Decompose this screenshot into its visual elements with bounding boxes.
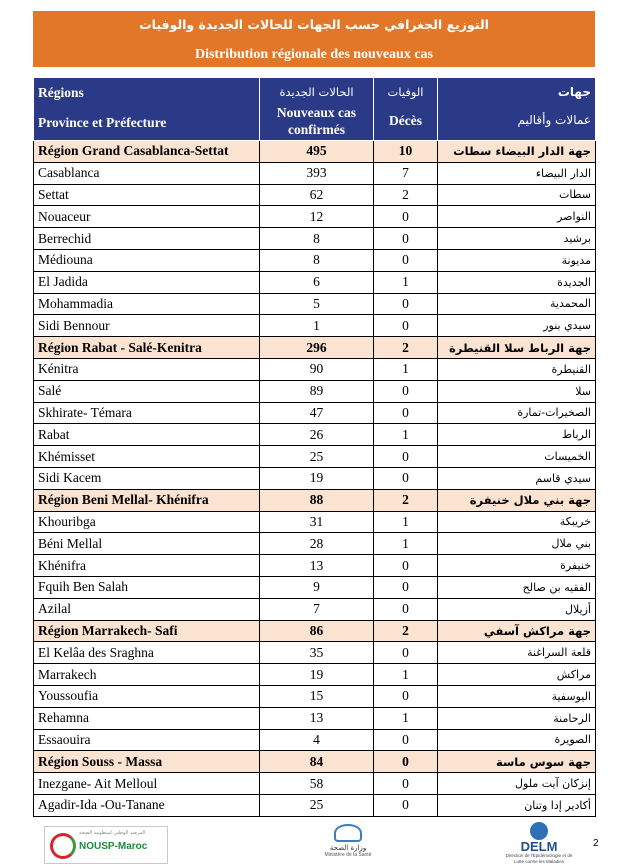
table-row [34, 794, 596, 816]
region-row [34, 751, 596, 773]
nousp-logo-name: NOUSP-Maroc [79, 841, 148, 852]
delm-logo-name: DELM [520, 839, 558, 854]
cell-name-ar: الصويرة [438, 729, 596, 751]
cases-table [33, 77, 596, 817]
header-regions [34, 78, 260, 141]
cell-name-ar: سيدي بنور [438, 315, 596, 337]
cell-name-ar: جهة الدار البيضاء سطات [438, 141, 596, 163]
cell-new-cases: 296 [260, 337, 374, 359]
header-deaths [374, 78, 438, 141]
cell-deaths: 0 [374, 293, 438, 315]
cell-name-ar: الخميسات [438, 446, 596, 468]
table-row [34, 511, 596, 533]
cell-new-cases: 8 [260, 249, 374, 271]
table-row [34, 729, 596, 751]
header-deaths-ar: الوفيات [387, 85, 424, 99]
table-row [34, 402, 596, 424]
cell-name-fr: Khémisset [34, 446, 260, 468]
cell-new-cases: 89 [260, 380, 374, 402]
cell-new-cases: 495 [260, 141, 374, 163]
cell-deaths: 2 [374, 337, 438, 359]
cell-name-fr: Sidi Kacem [34, 467, 260, 489]
ministry-logo-fr: Ministère de la Santé [324, 852, 372, 858]
cell-name-fr: Rehamna [34, 707, 260, 729]
cell-new-cases: 8 [260, 228, 374, 250]
cell-name-ar: أكادير إدا وتنان [438, 794, 596, 816]
cell-new-cases: 7 [260, 598, 374, 620]
cell-deaths: 0 [374, 555, 438, 577]
cell-new-cases: 47 [260, 402, 374, 424]
cell-new-cases: 9 [260, 576, 374, 598]
region-row [34, 337, 596, 359]
table-header-row [34, 78, 596, 141]
cell-name-ar: النواصر [438, 206, 596, 228]
cell-name-fr: Azilal [34, 598, 260, 620]
cell-name-fr: Fquih Ben Salah [34, 576, 260, 598]
cell-name-fr: Settat [34, 184, 260, 206]
cell-name-ar: اليوسفية [438, 685, 596, 707]
cell-new-cases: 12 [260, 206, 374, 228]
title-arabic: التوزيع الجغرافي حسب الجهات للحالات الجديدة والوفيات [139, 17, 489, 32]
cell-name-fr: Kénitra [34, 358, 260, 380]
cell-name-ar: سيدي قاسم [438, 467, 596, 489]
table-row [34, 685, 596, 707]
table-row [34, 358, 596, 380]
table-row [34, 424, 596, 446]
cell-name-ar: جهة الرباط سلا القنيطرة [438, 337, 596, 359]
cell-new-cases: 28 [260, 533, 374, 555]
cell-deaths: 0 [374, 773, 438, 795]
table-row [34, 293, 596, 315]
cell-name-fr: El Kelâa des Sraghna [34, 642, 260, 664]
cell-name-fr: Région Marrakech- Safi [34, 620, 260, 642]
table-body [34, 141, 596, 817]
table-row [34, 206, 596, 228]
cell-name-ar: مراكش [438, 664, 596, 686]
table-row [34, 555, 596, 577]
cell-name-ar: جهة مراكش آسفي [438, 620, 596, 642]
cell-name-ar: برشيد [438, 228, 596, 250]
cell-new-cases: 62 [260, 184, 374, 206]
cell-name-fr: Agadir-Ida -Ou-Tanane [34, 794, 260, 816]
header-new-cases [260, 78, 374, 141]
cell-name-fr: Région Grand Casablanca-Settat [34, 141, 260, 163]
cell-name-fr: Sidi Bennour [34, 315, 260, 337]
cell-deaths: 0 [374, 467, 438, 489]
cell-name-fr: Casablanca [34, 162, 260, 184]
cell-name-ar: بني ملال [438, 533, 596, 555]
cell-deaths: 0 [374, 206, 438, 228]
cell-deaths: 0 [374, 642, 438, 664]
cell-deaths: 0 [374, 402, 438, 424]
cell-name-fr: Nouaceur [34, 206, 260, 228]
cell-name-ar: إنزكان آيت ملول [438, 773, 596, 795]
cell-new-cases: 13 [260, 555, 374, 577]
cell-name-fr: Youssoufia [34, 685, 260, 707]
footer [0, 820, 629, 867]
table-row [34, 664, 596, 686]
cell-deaths: 1 [374, 707, 438, 729]
cell-name-ar: المحمدية [438, 293, 596, 315]
cell-new-cases: 6 [260, 271, 374, 293]
cell-new-cases: 393 [260, 162, 374, 184]
nousp-logo-subtitle: المرصد الوطني لمنظومة الصحة [79, 830, 146, 836]
cell-name-ar: سطات [438, 184, 596, 206]
cell-deaths: 10 [374, 141, 438, 163]
table-row [34, 773, 596, 795]
cell-name-fr: Région Rabat - Salé-Kenitra [34, 337, 260, 359]
page-number: 2 [593, 838, 599, 849]
cell-deaths: 2 [374, 620, 438, 642]
header-regions-line2: Province et Préfecture [38, 115, 167, 130]
cell-deaths: 0 [374, 685, 438, 707]
cell-name-fr: Salé [34, 380, 260, 402]
cell-deaths: 0 [374, 598, 438, 620]
cell-new-cases: 5 [260, 293, 374, 315]
header-regions-line1: Régions [38, 85, 84, 100]
cell-name-fr: Skhirate- Témara [34, 402, 260, 424]
header-new-cases-fr: Nouveaux cas confirmés [276, 105, 357, 137]
region-row [34, 141, 596, 163]
cell-name-fr: Khénifra [34, 555, 260, 577]
cell-name-ar: الصخيرات-تمارة [438, 402, 596, 424]
cell-name-ar: جهة بني ملال خنيفرة [438, 489, 596, 511]
cell-deaths: 1 [374, 533, 438, 555]
cell-new-cases: 15 [260, 685, 374, 707]
cell-name-ar: الجديدة [438, 271, 596, 293]
cell-name-ar: خنيفرة [438, 555, 596, 577]
table-row [34, 533, 596, 555]
cell-deaths: 7 [374, 162, 438, 184]
cell-new-cases: 26 [260, 424, 374, 446]
cell-deaths: 1 [374, 511, 438, 533]
ministry-logo-ar: وزارة الصحة [329, 844, 367, 852]
header-regions-ar [438, 78, 596, 141]
cell-new-cases: 88 [260, 489, 374, 511]
ministry-emblem-icon [334, 824, 362, 842]
table-row [34, 271, 596, 293]
cell-deaths: 0 [374, 228, 438, 250]
header-regions-ar-line2: عمالات وأقاليم [517, 113, 591, 127]
table-row [34, 467, 596, 489]
delm-logo-subtitle: Direction de l'Epidémiologie et de Lutte contre les Maladies [505, 853, 573, 864]
cell-deaths: 1 [374, 424, 438, 446]
cell-deaths: 0 [374, 794, 438, 816]
cell-new-cases: 19 [260, 467, 374, 489]
cell-new-cases: 35 [260, 642, 374, 664]
cell-name-ar: جهة سوس ماسة [438, 751, 596, 773]
cell-new-cases: 84 [260, 751, 374, 773]
cell-name-fr: Berrechid [34, 228, 260, 250]
cell-new-cases: 1 [260, 315, 374, 337]
cell-name-fr: Mohammadia [34, 293, 260, 315]
delm-logo [504, 822, 574, 866]
table-row [34, 380, 596, 402]
cell-name-fr: Essaouira [34, 729, 260, 751]
cell-name-ar: الرحامنة [438, 707, 596, 729]
cell-deaths: 1 [374, 358, 438, 380]
cell-new-cases: 31 [260, 511, 374, 533]
table-row [34, 249, 596, 271]
cell-deaths: 0 [374, 576, 438, 598]
cell-deaths: 2 [374, 489, 438, 511]
cell-deaths: 0 [374, 315, 438, 337]
header-new-cases-ar: الحالات الجديدة [279, 85, 354, 99]
table-row [34, 315, 596, 337]
table-row [34, 598, 596, 620]
region-row [34, 489, 596, 511]
cell-new-cases: 86 [260, 620, 374, 642]
cell-name-ar: مديونة [438, 249, 596, 271]
cell-new-cases: 13 [260, 707, 374, 729]
cell-deaths: 1 [374, 664, 438, 686]
cell-name-ar: الرباط [438, 424, 596, 446]
cell-new-cases: 4 [260, 729, 374, 751]
cell-name-ar: الفقيه بن صالح [438, 576, 596, 598]
region-row [34, 620, 596, 642]
nousp-ring-icon [50, 833, 76, 859]
cell-new-cases: 25 [260, 794, 374, 816]
table-row [34, 184, 596, 206]
header-regions-ar-line1: جهات [557, 85, 591, 99]
cell-name-fr: Région Souss - Massa [34, 751, 260, 773]
cell-name-fr: Médiouna [34, 249, 260, 271]
cell-deaths: 2 [374, 184, 438, 206]
cell-name-fr: Région Beni Mellal- Khénifra [34, 489, 260, 511]
nousp-logo [44, 826, 168, 864]
title-french: Distribution régionale des nouveaux cas [194, 47, 433, 62]
cell-new-cases: 25 [260, 446, 374, 468]
cell-deaths: 0 [374, 729, 438, 751]
header-deaths-fr: Décès [389, 113, 422, 128]
cell-name-ar: الدار البيضاء [438, 162, 596, 184]
cell-deaths: 0 [374, 446, 438, 468]
delm-globe-icon [530, 822, 548, 840]
ministry-logo [318, 824, 378, 864]
cell-name-fr: El Jadida [34, 271, 260, 293]
cell-new-cases: 19 [260, 664, 374, 686]
table-row [34, 707, 596, 729]
cell-name-fr: Khouribga [34, 511, 260, 533]
title-banner [33, 11, 595, 67]
table-row [34, 446, 596, 468]
cell-name-fr: Béni Mellal [34, 533, 260, 555]
table-row [34, 228, 596, 250]
table-row [34, 576, 596, 598]
cell-name-ar: قلعة السراغنة [438, 642, 596, 664]
cell-deaths: 0 [374, 249, 438, 271]
cell-new-cases: 58 [260, 773, 374, 795]
cell-deaths: 0 [374, 751, 438, 773]
table-row [34, 162, 596, 184]
cell-name-fr: Rabat [34, 424, 260, 446]
cell-name-ar: القنيطرة [438, 358, 596, 380]
cell-name-ar: خريبكة [438, 511, 596, 533]
cell-deaths: 0 [374, 380, 438, 402]
table-row [34, 642, 596, 664]
cell-name-ar: أزيلال [438, 598, 596, 620]
cell-new-cases: 90 [260, 358, 374, 380]
cell-name-fr: Inezgane- Ait Melloul [34, 773, 260, 795]
cell-deaths: 1 [374, 271, 438, 293]
cell-name-ar: سلا [438, 380, 596, 402]
cell-name-fr: Marrakech [34, 664, 260, 686]
